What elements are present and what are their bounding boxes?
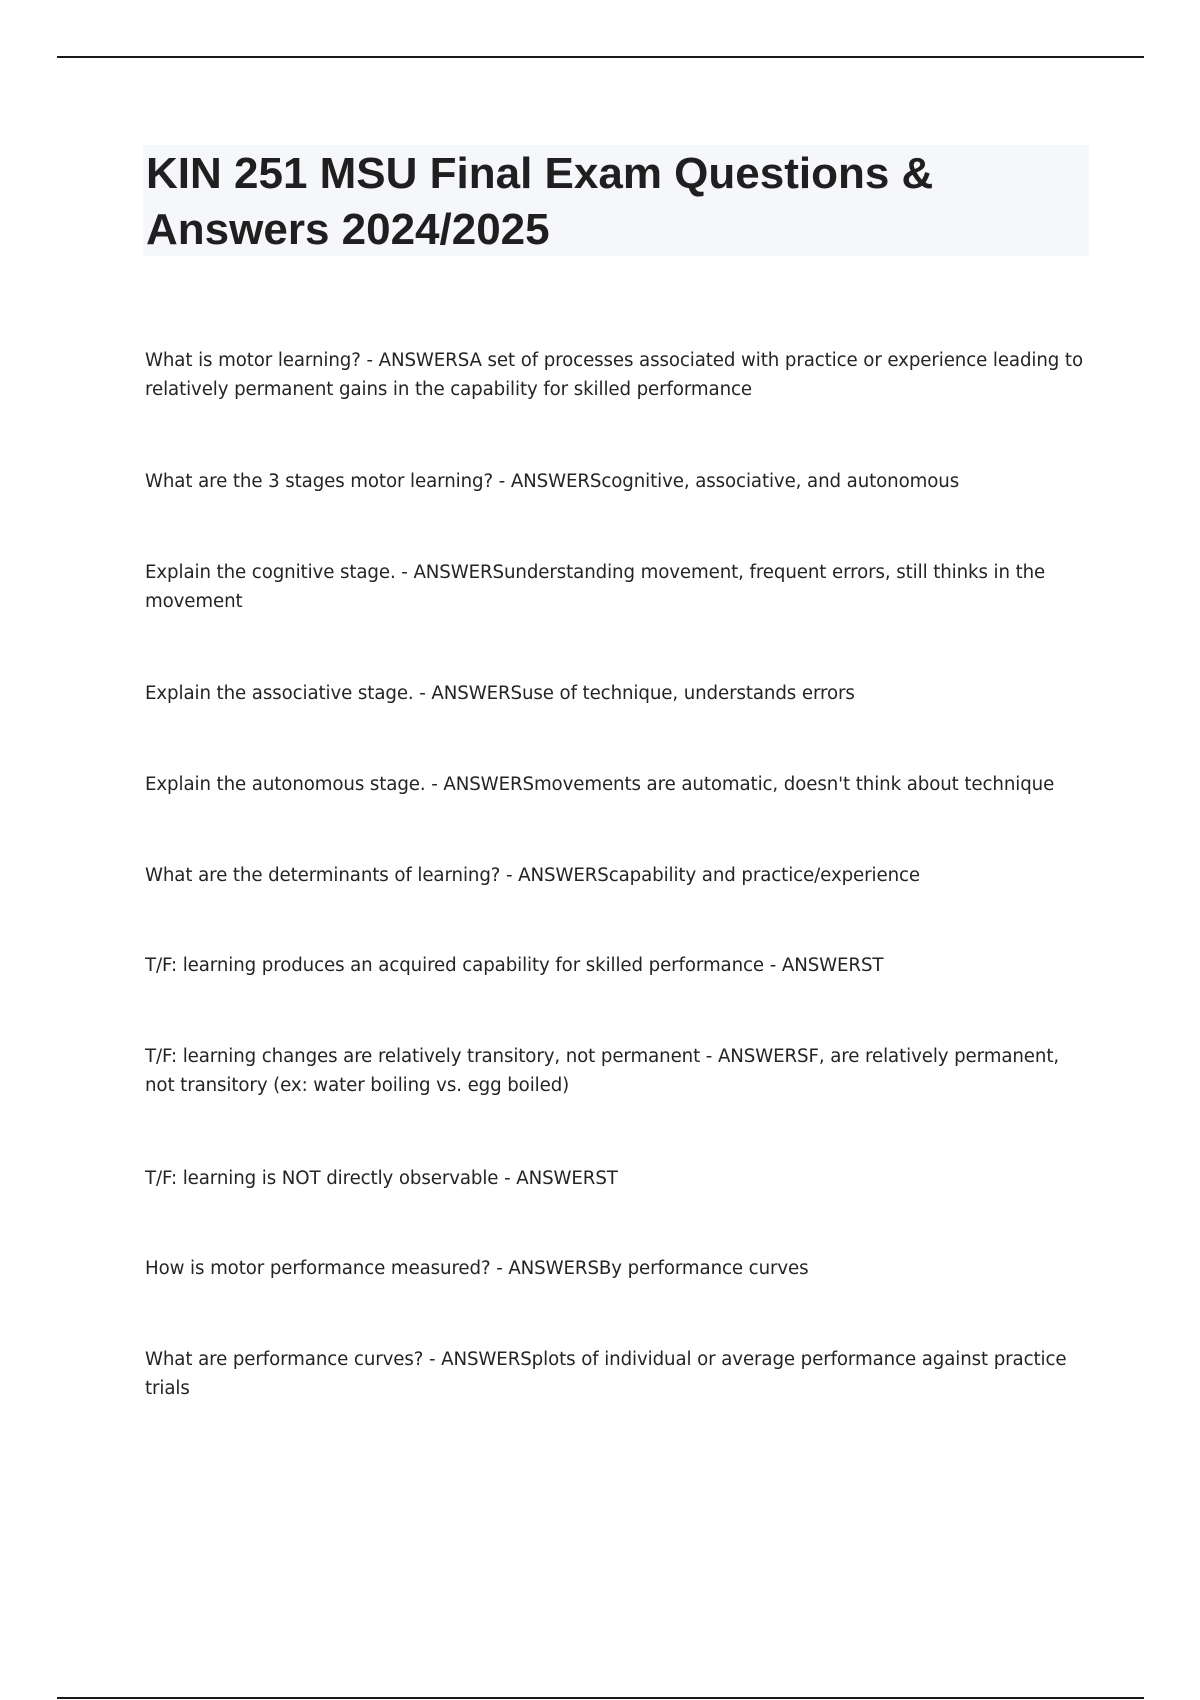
qa-item-5: Explain the autonomous stage. - ANSWERSmovements are automatic, doesn't think about technique [145, 774, 1055, 795]
qa-item-8: T/F: learning changes are relatively transitory, not permanent - ANSWERSF, are relatively permanent, not transitory (ex: water boiling vs. egg boiled) [145, 1046, 1060, 1096]
qa-item-10: How is motor performance measured? - ANSWERSBy performance curves [145, 1258, 809, 1279]
qa-item-4: Explain the associative stage. - ANSWERSuse of technique, understands errors [145, 683, 855, 704]
qa-item-1: What is motor learning? - ANSWERSA set of processes associated with practice or experience leading to relatively permanent gains in the capability for skilled performance [145, 350, 1083, 400]
qa-item-11: What are performance curves? - ANSWERSplots of individual or average performance against practice trials [145, 1349, 1067, 1399]
top-divider [57, 56, 1144, 58]
qa-item-7: T/F: learning produces an acquired capability for skilled performance - ANSWERST [145, 955, 884, 976]
qa-item-2: What are the 3 stages motor learning? - ANSWERScognitive, associative, and autonomous [145, 471, 960, 492]
bottom-divider [57, 1697, 1144, 1699]
qa-item-9: T/F: learning is NOT directly observable - ANSWERST [145, 1168, 618, 1189]
document-title: KIN 251 MSU Final Exam Questions & Answers 2024/2025 [146, 149, 934, 254]
qa-item-3: Explain the cognitive stage. - ANSWERSunderstanding movement, frequent errors, still thinks in the movement [145, 562, 1046, 612]
qa-item-6: What are the determinants of learning? - ANSWERScapability and practice/experience [145, 865, 920, 886]
